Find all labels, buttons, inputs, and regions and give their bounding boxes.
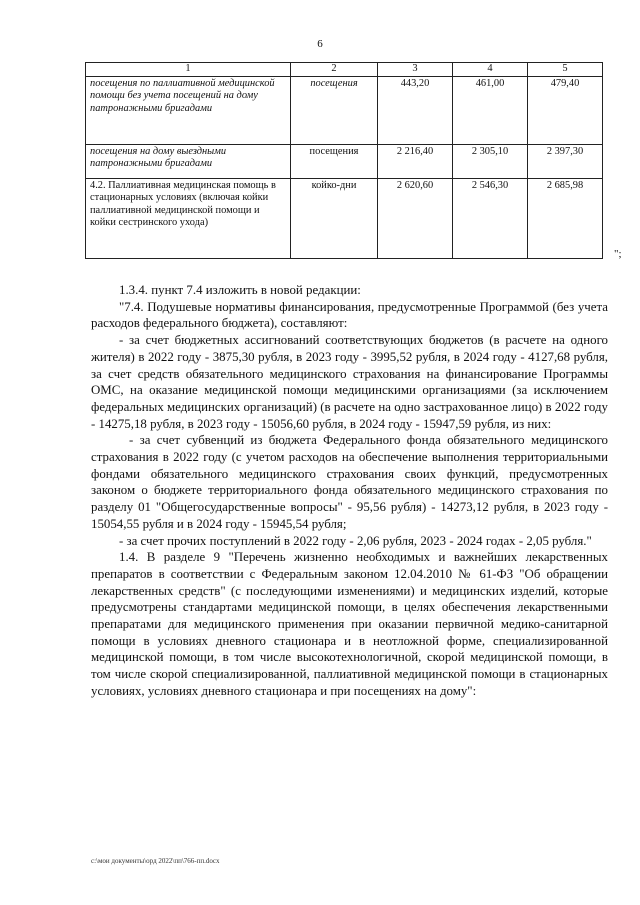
table-cell-value: 2 546,30: [453, 178, 528, 258]
table-closing-mark: ";: [614, 248, 622, 260]
table-cell-value: 2 216,40: [378, 144, 453, 178]
table-cell-name: посещения по паллиативной медицинской помощи без учета посещений на дому патронажными бригадами: [86, 76, 291, 144]
table-cell-unit: посещения: [291, 144, 378, 178]
file-path-footer: c:\мои документы\орд 2022\пп\766-пп.docx: [91, 857, 220, 865]
table-row: [86, 76, 603, 144]
paragraph: 1.3.4. пункт 7.4 изложить в новой редакции:: [119, 283, 361, 297]
table-cell-value: 2 685,98: [528, 178, 603, 258]
table-cell-name: посещения на дому выездными патронажными бригадами: [86, 144, 291, 178]
table-header-cell: 1: [86, 63, 291, 77]
table-cell-value: 2 305,10: [453, 144, 528, 178]
paragraph: 1.4. В разделе 9 "Перечень жизненно необходимых и важнейших лекарственных препаратов в соответствии с Федеральным законом 12.04.2010 № 61-ФЗ "Об обращении лекарственных средств" (с последующими изменениями) и медицинских изделий, которые предусмотрены стандартами медицинской помощи, в целях обеспечения лекарственными препаратами для медицинского применения при оказании первичной медико-санитарной помощи в условиях дневного стационара и в неотложной форме, специализированной медицинской помощи, в том числе высокотехнологичной, скорой медицинской помощи, в том числе скорой специализированной, паллиативной медицинской помощи в стационарных условиях, условиях дневного стационара и при посещениях на дому":: [91, 550, 608, 698]
table-cell-unit: койко-дни: [291, 178, 378, 258]
table-header-cell: 3: [378, 63, 453, 77]
norms-table: [85, 62, 603, 259]
table-cell-name: 4.2. Паллиативная медицинская помощь в стационарных условиях (включая койки паллиативной медицинской помощи и койки сестринского ухода): [86, 178, 291, 258]
table-row: [86, 144, 603, 178]
table-cell-value: 461,00: [453, 76, 528, 144]
table-cell-value: 2 397,30: [528, 144, 603, 178]
table-cell-value: 2 620,60: [378, 178, 453, 258]
table-row: [86, 178, 603, 258]
table-cell-value: 443,20: [378, 76, 453, 144]
table-header-cell: 5: [528, 63, 603, 77]
document-body: [91, 282, 608, 700]
table-header-cell: 2: [291, 63, 378, 77]
table-cell-unit: посещения: [291, 76, 378, 144]
paragraph: - за счет прочих поступлений в 2022 году - 2,06 рубля, 2023 - 2024 годах - 2,05 рубля.": [119, 533, 592, 548]
paragraph: - за счет бюджетных ассигнований соответствующих бюджетов (в расчете на одного жителя) в 2022 году - 3875,30 рубля, в 2023 году - 3995,52 рубля, в 2024 году - 4127,68 рубля, за счет средств обязательного медицинского страхования на финансирование Программы ОМС, на оказание медицинской помощи медицинскими организациями (за исключением федеральных медицинских организаций) (в расчете на одно застрахованное лицо) в 2022 году - 14275,18 рубля, в 2023 году - 15056,60 рубля, в 2024 году - 15947,59 рубля, из них:: [91, 333, 608, 431]
paragraph: "7.4. Подушевые нормативы финансирования, предусмотренные Программой (без учета расходов федерального бюджета), составляют:: [91, 299, 608, 331]
paragraph: - за счет субвенций из бюджета Федерального фонда обязательного медицинского страхования в 2022 году (с учетом расходов на обеспечение выполнения территориальными фондами обязательного медицинского страхования своих функций, предусмотренных законом о бюджете территориального фонда обязательного медицинского страхования по разделу 01 "Общегосударственные вопросы" - 95,56 рубля) - 14273,12 рубля, в 2023 году - 15054,55 рубля и в 2024 году - 15945,54 рубля;: [91, 433, 608, 531]
table-header-row: [86, 63, 603, 77]
page-number: 6: [317, 38, 323, 50]
table-header-cell: 4: [453, 63, 528, 77]
table-cell-value: 479,40: [528, 76, 603, 144]
